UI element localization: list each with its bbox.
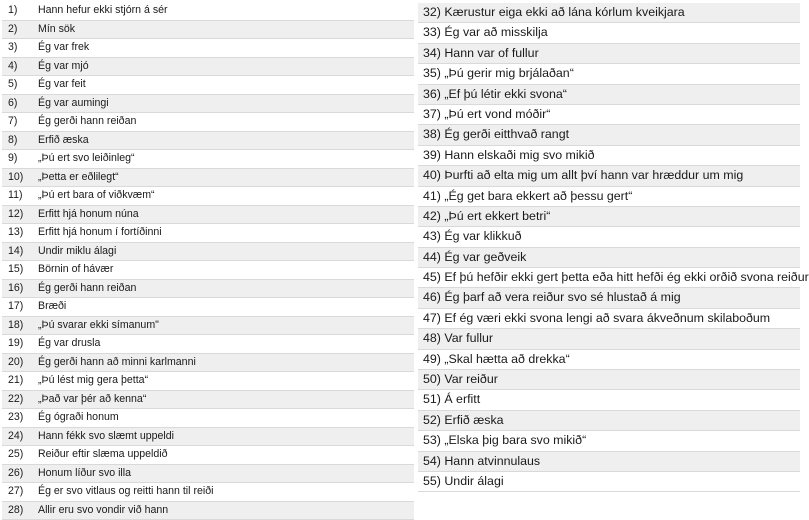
list-item — [2, 483, 414, 502]
item-number: 17) — [2, 298, 36, 316]
item-text: Börnin of hávær — [36, 263, 113, 275]
item-text: 54) Hann atvinnulaus — [418, 452, 540, 471]
list-item — [418, 166, 800, 186]
item-text: 49) „Skal hætta að drekka“ — [418, 350, 570, 369]
item-text: „Þú ert bara of viðkvæm“ — [36, 189, 155, 201]
item-text: Ég gerði hann að minni karlmanni — [36, 356, 196, 368]
item-text: Ég gerði hann reiðan — [36, 282, 136, 294]
item-text: Ég var drusla — [36, 337, 100, 349]
list-item — [2, 187, 414, 206]
list-item — [418, 23, 800, 43]
list-item — [2, 391, 414, 410]
item-text: Ég var mjó — [36, 60, 89, 72]
item-number: 26) — [2, 465, 36, 483]
list-item — [2, 428, 414, 447]
item-number: 2) — [2, 21, 36, 39]
list-item — [2, 298, 414, 317]
list-item — [418, 268, 800, 288]
item-text: 35) „Þú gerir mig brjálaðan“ — [418, 64, 574, 83]
list-item — [2, 206, 414, 225]
list-item — [2, 169, 414, 188]
item-text: 51) Á erfitt — [418, 390, 480, 409]
item-number: 1) — [2, 2, 36, 20]
list-item — [2, 409, 414, 428]
list-item — [418, 85, 800, 105]
item-text: 40) Þurfti að elta mig um allt því hann var hræddur um mig — [418, 166, 743, 185]
list-item — [2, 354, 414, 373]
item-text: 41) „Ég get bara ekkert að þessu gert“ — [418, 187, 632, 206]
list-item — [418, 227, 800, 247]
list-item — [418, 350, 800, 370]
item-text: Undir miklu álagi — [36, 245, 116, 257]
list-item — [418, 248, 800, 268]
list-item — [418, 288, 800, 308]
list-item — [418, 64, 800, 84]
item-text: 33) Ég var að misskilja — [418, 23, 548, 42]
item-number: 7) — [2, 113, 36, 131]
list-item — [2, 465, 414, 484]
item-text: 37) „Þú ert vond móðir“ — [418, 105, 550, 124]
list-item — [2, 21, 414, 40]
item-text: 36) „Ef þú létir ekki svona“ — [418, 85, 567, 104]
item-number: 12) — [2, 206, 36, 224]
item-number: 27) — [2, 483, 36, 501]
list-item — [2, 113, 414, 132]
item-number: 24) — [2, 428, 36, 446]
item-number: 14) — [2, 243, 36, 261]
list-item — [418, 452, 800, 472]
item-number: 10) — [2, 169, 36, 187]
item-text: Erfið æska — [36, 134, 89, 146]
item-text: Ég var frek — [36, 41, 89, 53]
list-item — [418, 390, 800, 410]
list-item — [2, 502, 414, 520]
item-text: 39) Hann elskaði mig svo mikið — [418, 146, 594, 165]
list-item — [418, 370, 800, 390]
item-text: „Þú lést mig gera þetta“ — [36, 374, 148, 386]
item-text: 38) Ég gerði eitthvað rangt — [418, 125, 569, 144]
item-number: 25) — [2, 446, 36, 464]
item-text: „Þú ert svo leiðinleg“ — [36, 152, 135, 164]
item-number: 16) — [2, 280, 36, 298]
list-item — [2, 2, 414, 21]
list-item — [418, 3, 800, 23]
item-number: 6) — [2, 95, 36, 113]
item-text: Honum líður svo illa — [36, 467, 131, 479]
list-item — [418, 329, 800, 349]
item-text: 53) „Elska þig bara svo mikið“ — [418, 431, 586, 450]
list-item — [2, 243, 414, 262]
list-item — [418, 146, 800, 166]
list-item — [2, 317, 414, 336]
list-item — [2, 372, 414, 391]
item-number: 15) — [2, 261, 36, 279]
item-number: 13) — [2, 224, 36, 242]
item-number: 9) — [2, 150, 36, 168]
item-text: 34) Hann var of fullur — [418, 44, 539, 63]
item-text: Bræði — [36, 300, 66, 312]
list-item — [2, 150, 414, 169]
list-item — [2, 280, 414, 299]
list-item — [2, 261, 414, 280]
list-item — [2, 76, 414, 95]
list-item — [418, 472, 800, 492]
item-text: Ég var aumingi — [36, 97, 109, 109]
item-number: 5) — [2, 76, 36, 94]
list-item — [418, 309, 800, 329]
item-text: 55) Undir álagi — [418, 472, 504, 491]
item-text: Reiður eftir slæma uppeldið — [36, 448, 168, 460]
item-text: 50) Var reiður — [418, 370, 498, 389]
item-text: Ég ógraði honum — [36, 411, 119, 423]
list-item — [2, 58, 414, 77]
right-excuse-list — [418, 3, 800, 495]
list-item — [418, 105, 800, 125]
item-number: 23) — [2, 409, 36, 427]
list-item — [418, 125, 800, 145]
list-item — [418, 187, 800, 207]
item-text: Erfitt hjá honum í fortíðinni — [36, 226, 162, 238]
list-item — [2, 224, 414, 243]
list-item — [2, 335, 414, 354]
list-item — [2, 132, 414, 151]
item-number: 18) — [2, 317, 36, 335]
list-item — [418, 207, 800, 227]
item-text: Hann fékk svo slæmt uppeldi — [36, 430, 174, 442]
item-number: 8) — [2, 132, 36, 150]
list-item — [418, 411, 800, 431]
item-text: Ég var feit — [36, 78, 86, 90]
item-text: Erfitt hjá honum núna — [36, 208, 139, 220]
item-text: 42) „Þú ert ekkert betri“ — [418, 207, 550, 226]
list-item — [418, 44, 800, 64]
item-number: 3) — [2, 39, 36, 57]
item-number: 22) — [2, 391, 36, 409]
item-text: Ég gerði hann reiðan — [36, 115, 136, 127]
list-item — [418, 431, 800, 451]
left-excuse-list — [2, 2, 414, 495]
item-text: 46) Ég þarf að vera reiður svo sé hlustað á mig — [418, 288, 681, 307]
item-text: „Þetta er eðlilegt“ — [36, 171, 119, 183]
item-text: Mín sök — [36, 23, 75, 35]
item-number: 21) — [2, 372, 36, 390]
item-text: Allir eru svo vondir við hann — [36, 504, 168, 516]
item-text: „Það var þér að kenna“ — [36, 393, 146, 405]
item-text: 47) Ef ég væri ekki svona lengi að svara ákveðnum skilaboðum — [418, 309, 770, 328]
item-text: 52) Erfið æska — [418, 411, 504, 430]
item-text: 45) Ef þú hefðir ekki gert þetta eða hitt hefði ég ekki orðið svona reiður — [418, 268, 809, 287]
item-text: Hann hefur ekki stjórn á sér — [36, 4, 168, 16]
item-number: 20) — [2, 354, 36, 372]
item-number: 11) — [2, 187, 36, 205]
item-text: 43) Ég var klikkuð — [418, 227, 521, 246]
item-text: 48) Var fullur — [418, 329, 493, 348]
item-number: 28) — [2, 502, 36, 520]
item-text: „Þú svarar ekki símanum" — [36, 319, 159, 331]
item-text: 32) Kærustur eiga ekki að lána kórlum kveikjara — [418, 3, 685, 22]
list-item — [2, 95, 414, 114]
item-text: Ég er svo vitlaus og reitti hann til reiði — [36, 485, 213, 497]
list-item — [2, 39, 414, 58]
list-item — [2, 446, 414, 465]
item-text: 44) Ég var geðveik — [418, 248, 526, 267]
item-number: 19) — [2, 335, 36, 353]
item-number: 4) — [2, 58, 36, 76]
